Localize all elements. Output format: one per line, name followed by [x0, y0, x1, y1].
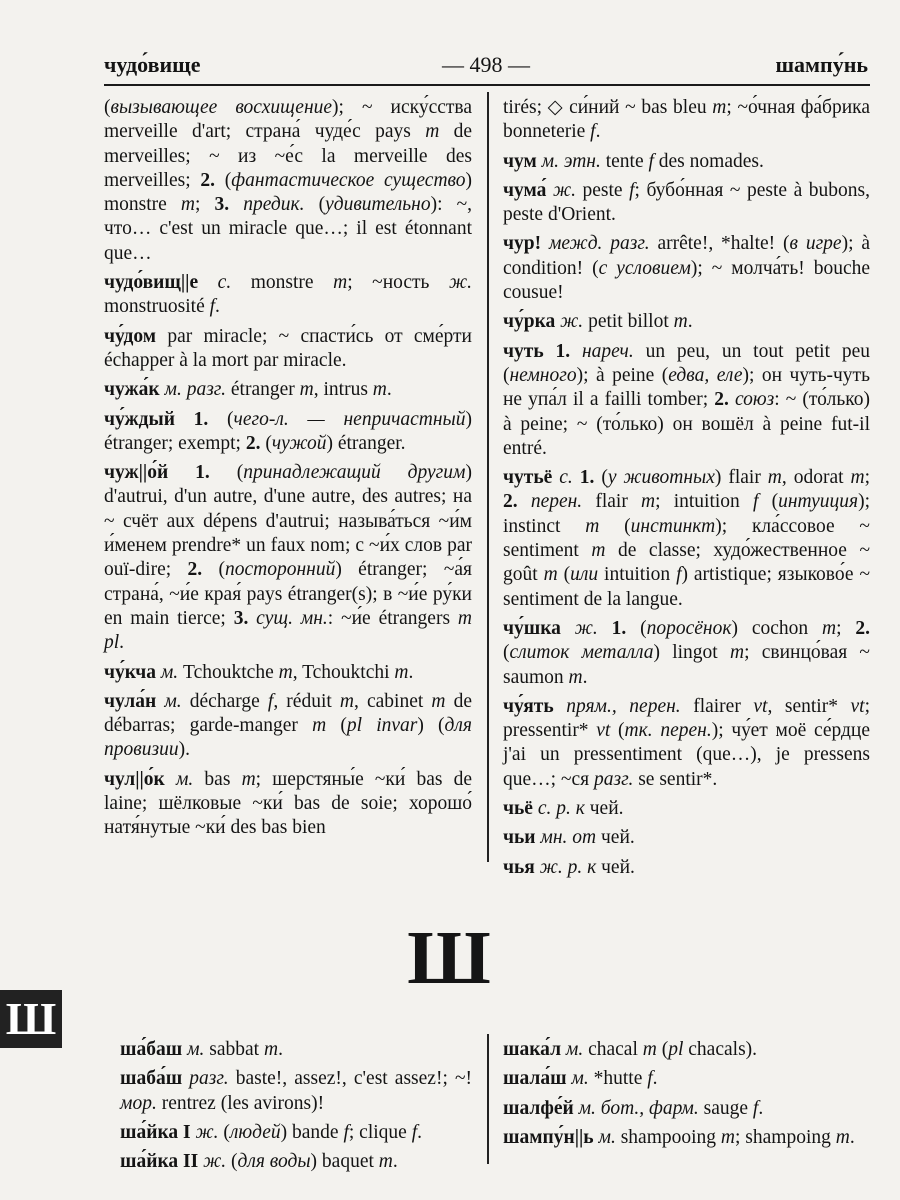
lower-right-column — [503, 1038, 870, 1150]
header-rule — [104, 84, 870, 86]
dictionary-entry: (вызывающее восхищение); ~ иску́сства merveille d'art; страна́ чуде́с pays m de merveilles; ~ из ~е́с la merveille des merveilles; 2. (фантастическое существо) monstre m; 3. предик. (удивительно): ~, что… c'est un miracle que…; il est étonnant que… — [104, 97, 473, 264]
dictionary-entry: чья ж. р. к чей. — [503, 856, 635, 878]
dictionary-entry: чу́дом par miracle; ~ спасти́сь от сме́рти échapper à la mort par miracle. — [104, 325, 472, 371]
section-letter-heading: Ш — [407, 916, 493, 1000]
dictionary-entry: шампу́н||ь м. shampooing m; shampoing m. — [503, 1126, 855, 1148]
dictionary-entry: чудо́вищ||е с. monstre m; ~ность ж. monstruosité f. — [104, 272, 473, 318]
dictionary-entry: чум м. этн. tente f des nomades. — [503, 150, 764, 172]
dictionary-entry: чу́кча м. Tchouktche m, Tchouktchi m. — [104, 661, 414, 683]
header-first-word: чудо́вище — [104, 52, 201, 77]
upper-right-column — [503, 96, 870, 880]
dictionary-entry: чула́н м. décharge f, réduit m, cabinet m de débarras; garde-manger m (pl invar) (для провизии). — [104, 690, 473, 761]
dictionary-entry: чу́ять прям., перен. flairer vt, sentir* vt; pressentir* vt (тк. перен.); чу́ет моё се́рдце j'ai un pressentiment (que…), je pressens que…; ~ся разг. se sentir*. — [503, 695, 870, 790]
lower-left-column — [120, 1038, 472, 1174]
dictionary-entry: шаба́ш разг. baste!, assez!, c'est assez!; ~! мор. rentrez (les avirons)! — [120, 1068, 473, 1114]
column-divider — [487, 92, 489, 862]
upper-left-column — [104, 96, 472, 841]
dictionary-entry: чу́рка ж. petit billot m. — [503, 311, 693, 333]
dictionary-entry: чьи мн. от чей. — [503, 827, 635, 849]
header-last-word: шампу́нь — [775, 52, 868, 77]
thumb-index-tab: Ш — [0, 990, 62, 1048]
dictionary-entry: чуж||о́й 1. (принадлежащий другим) d'autrui, d'un autre, d'une autre, des autres; на ~ счёт aux dépens d'autrui; называ́ться ~и́м и́менем prendre* un faux nom; с ~и́х слов par ouï-dire; 2. (посторонний) étranger; ~а́я страна́, ~и́е края́ pays étranger(s); в ~и́е ру́ки en main tierce; 3. сущ. мн.: ~и́е étrangers m pl. — [104, 462, 472, 654]
dictionary-entry: чул||о́к м. bas m; шерстяны́е ~ки́ bas de laine; шёлковые ~ки́ bas de soie; хорошо́ натя́нутые ~ки́ des bas bien — [104, 768, 473, 839]
dictionary-entry: ша́йка II ж. (для воды) baquet m. — [120, 1151, 398, 1173]
dictionary-entry: tirés; ◇ си́ний ~ bas bleu m; ~о́чная фа́брика bonneterie f. — [503, 97, 870, 143]
dictionary-entry: чу́шка ж. 1. (поросёнок) cochon m; 2. (слиток металла) lingot m; свинцо́вая ~ saumon m. — [503, 617, 871, 688]
dictionary-entry: ша́йка I ж. (людей) bande f; clique f. — [120, 1121, 422, 1143]
dictionary-entry: чур! межд. разг. arrête!, *halte! (в игре); à condition! (с условием); ~ молча́ть! bouche cousue! — [503, 233, 871, 304]
dictionary-entry: чуть 1. нареч. un peu, un tout petit peu (немного); à peine (едва, еле); он чуть-чуть не упа́л il a failli tomber; 2. союз: ~ (то́лько) à peine; ~ (то́лько) он вошёл à peine fut-il entré. — [503, 340, 871, 459]
dictionary-entry: чутьё с. 1. (у животных) flair m, odorat m; 2. перен. flair m; intuition f (интуиция); instinct m (инстинкт); кла́ссовое ~ sentiment m de classe; худо́жественное ~ goût m (или intuition f) artistique; языково́е ~ sentiment de la langue. — [503, 467, 871, 610]
dictionary-entry: чужа́к м. разг. étranger m, intrus m. — [104, 379, 392, 401]
dictionary-entry: чу́ждый 1. (чего-л. — непричастный) étranger; exempt; 2. (чужой) étranger. — [104, 408, 472, 454]
dictionary-entry: чьё с. р. к чей. — [503, 798, 624, 820]
dictionary-entry: шака́л м. chacal m (pl chacals). — [503, 1039, 758, 1060]
dictionary-entry: ша́баш м. sabbat m. — [120, 1039, 283, 1060]
page-number: — 498 — — [442, 52, 530, 77]
dictionary-entry: шала́ш м. *hutte f. — [503, 1068, 658, 1090]
lower-column-divider — [487, 1034, 489, 1164]
dictionary-entry: чума́ ж. peste f; бубо́нная ~ peste à bubons, peste d'Orient. — [503, 179, 870, 226]
running-header — [104, 52, 868, 82]
dictionary-entry: шалфе́й м. бот., фарм. sauge f. — [503, 1097, 764, 1119]
